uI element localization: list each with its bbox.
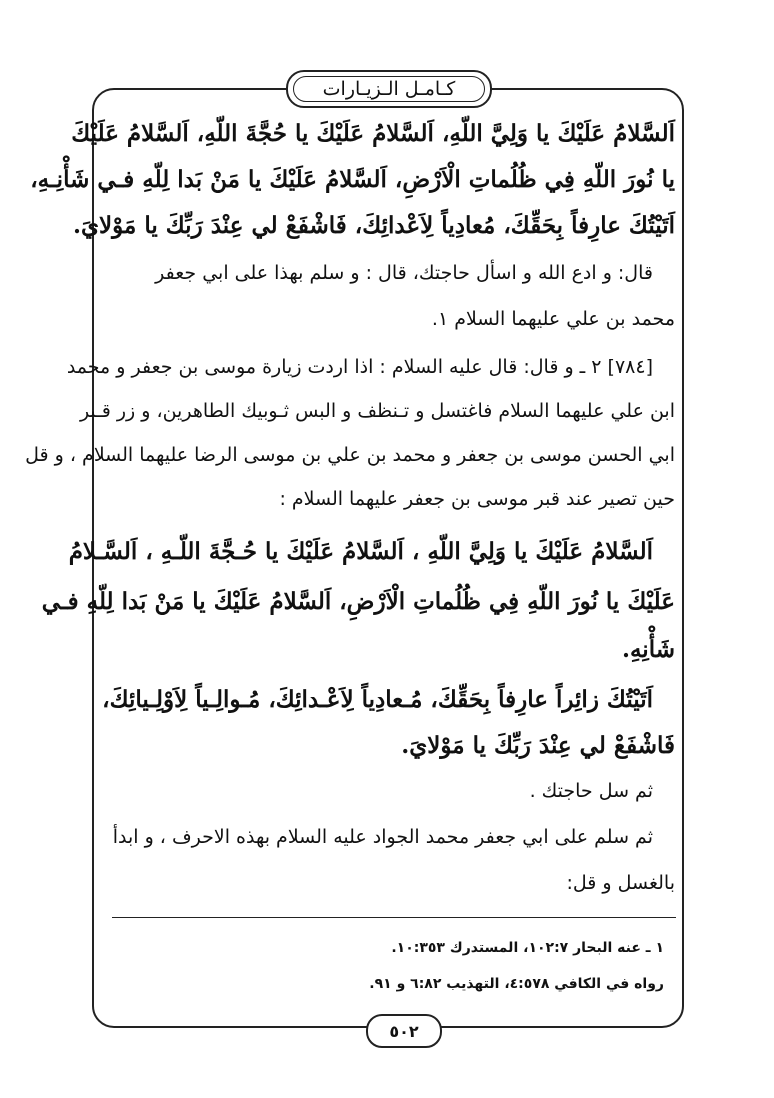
text-line: بالغسل و قل:	[566, 872, 675, 894]
text-line: قال: و ادع الله و اسأل حاجتك، قال : و سلم بهذا على ابي جعفر	[155, 262, 653, 284]
text-line: اَلسَّلامُ عَلَيْكَ يا وَلِيَّ اللّهِ ، اَلسَّلامُ عَلَيْكَ يا حُـجَّةَ اللّـهِ ، اَلسَّـلامُ	[68, 538, 653, 565]
text-line: اَلسَّلامُ عَلَيْكَ يا وَلِيَّ اللّهِ، اَلسَّلامُ عَلَيْكَ يا حُجَّةَ اللّهِ، اَلسَّلامُ عَلَيْكَ	[71, 120, 675, 147]
footnote: رواه في الكافي ٤:٥٧٨، التهذيب ٦:٨٢ و ٩١.	[369, 976, 664, 992]
text-line: حين تصير عند قبر موسى بن جعفر عليهما السلام :	[279, 488, 675, 510]
text-line: محمد بن علي عليهما السلام ١.	[431, 308, 675, 330]
running-header	[286, 70, 492, 108]
text-line: ثم سلم على ابي جعفر محمد الجواد عليه السلام بهذه الاحرف ، و ابدأ	[112, 826, 653, 848]
text-line: شَأْنِهِ.	[621, 636, 675, 663]
text-line: عَلَيْكَ يا نُورَ اللّهِ فِي ظُلُماتِ الْاَرْضِ، اَلسَّلامُ عَلَيْكَ يا مَنْ بَدا لِلّهِ فـي	[41, 588, 675, 615]
footnote-divider	[112, 917, 676, 918]
text-line: اَتَيْتُكَ عارِفاً بِحَقِّكَ، مُعادِياً لِاَعْدائِكَ، فَاشْفَعْ لي عِنْدَ رَبِّكَ يا مَوْلايَ.	[73, 212, 675, 239]
page-number: ٥٠٢	[366, 1014, 442, 1048]
text-line: يا نُورَ اللّهِ فِي ظُلُماتِ الْاَرْضِ، اَلسَّلامُ عَلَيْكَ يا مَنْ بَدا لِلّهِ فـي شَأْنِـهِ،	[30, 166, 675, 193]
footnote: ١ ـ عنه البحار ١٠٢:٧، المستدرك ١٠:٣٥٣.	[391, 940, 664, 956]
text-line: اَتَيْتُكَ زائِراً عارِفاً بِحَقِّكَ، مُـعادِياً لِاَعْـدائِكَ، مُـوالِـياً لِاَوْلِـيائِكَ،	[102, 686, 653, 713]
book-title: كـامـل الـزيـارات	[322, 78, 456, 100]
text-line: ابي الحسن موسى بن جعفر و محمد بن علي بن موسى الرضا عليهما السلام ، و قل	[25, 444, 675, 466]
text-line: [٧٨٤] ٢ ـ و قال: قال عليه السلام : اذا اردت زيارة موسى بن جعفر و محمد	[66, 356, 653, 378]
text-line: ثم سل حاجتك .	[529, 780, 653, 802]
text-line: ابن علي عليهما السلام فاغتسل و تـنظف و البس ثـوبيك الطاهرين، و زر قـبر	[79, 400, 675, 422]
text-line: فَاشْفَعْ لي عِنْدَ رَبِّكَ يا مَوْلايَ.	[401, 732, 675, 759]
